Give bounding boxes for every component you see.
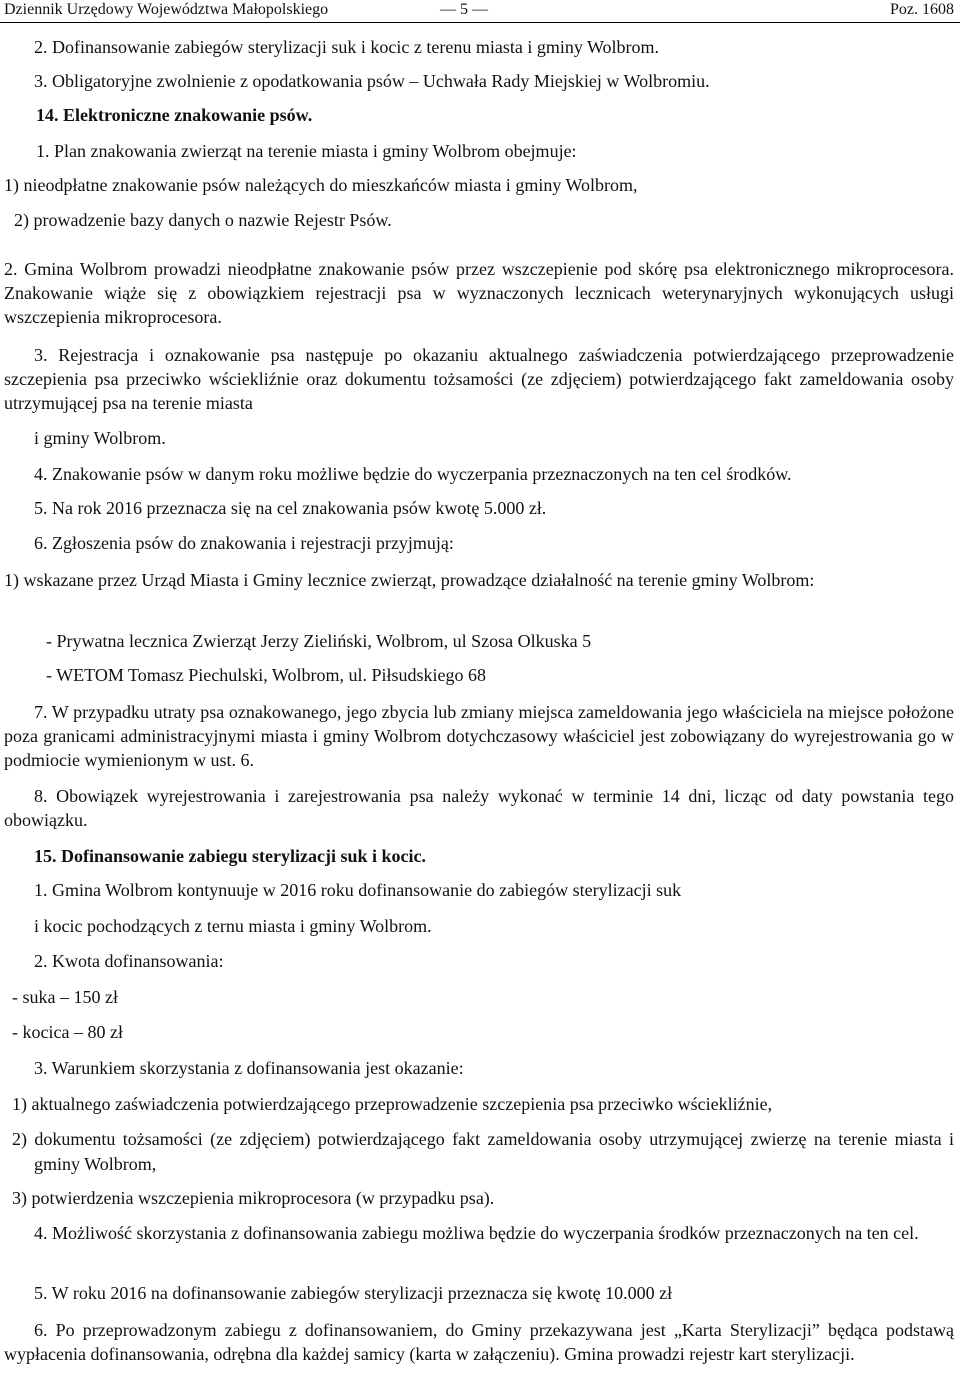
paragraph-14-1: 1. Plan znakowania zwierząt na terenie miasta i gminy Wolbrom obejmuje: bbox=[36, 141, 577, 161]
position-number: Poz. 1608 bbox=[890, 1, 954, 18]
paragraph-15-4: 4. Możliwość skorzystania z dofinansowania zabiegu możliwa będzie do wyczerpania środków przeznaczonych na ten cel. bbox=[34, 1223, 919, 1243]
paragraph-14-7: 7. W przypadku utraty psa oznakowanego, jego zbycia lub zmiany miejsca zameldowania jego właściciela na miejsce położone poza granicami administracyjnymi miasta i gminy Wolbrom dotychczasowy właściciel jest zobowiązany do wyrejestrowania go w podmiocie wymienionym w ust. 6. bbox=[4, 702, 954, 770]
paragraph-14-4: 4. Znakowanie psów w danym roku możliwe będzie do wyczerpania przeznaczonych na ten cel środków. bbox=[34, 464, 792, 484]
paragraph-14-3-continued: i gminy Wolbrom. bbox=[34, 428, 166, 448]
paragraph-15-3: 3. Warunkiem skorzystania z dofinansowania jest okazanie: bbox=[34, 1058, 464, 1078]
amount-cat: - kocica – 80 zł bbox=[12, 1022, 123, 1042]
clinic-2: - WETOM Tomasz Piechulski, Wolbrom, ul. Piłsudskiego 68 bbox=[46, 665, 486, 685]
paragraph-14-2: 2. Gmina Wolbrom prowadzi nieodpłatne znakowanie psów przez wszczepienie pod skórę psa elektronicznego mikroprocesora. Znakowanie wiąże się z obowiązkiem rejestracji psa w wyznaczonych lecznicach weterynaryjnych wykonujących usługi wszczepienia mikroprocesora. bbox=[4, 259, 954, 327]
list-item-2: 2. Dofinansowanie zabiegów sterylizacji suk i kocic z terenu miasta i gminy Wolbrom. bbox=[34, 37, 660, 57]
section-heading-14: 14. Elektroniczne znakowanie psów. bbox=[36, 105, 313, 125]
page-number: — 5 — bbox=[440, 1, 488, 18]
paragraph-15-6: 6. Po przeprowadzonym zabiegu z dofinansowaniem, do Gminy przekazywana jest „Karta Sterylizacji” będąca podstawą wypłacenia dofinansowania, odrębna dla każdej samicy (karta w załączeniu). Gmina prowadzi rejestr kart sterylizacji. bbox=[4, 1320, 954, 1364]
clinic-1: - Prywatna lecznica Zwierząt Jerzy Zieliński, Wolbrom, ul Szosa Olkuska 5 bbox=[46, 631, 592, 651]
paragraph-14-3: 3. Rejestracja i oznakowanie psa następuje po okazaniu aktualnego zaświadczenia potwierdzającego przeprowadzenie szczepienia psa przeciwko wściekliźnie oraz dokumentu tożsamości (ze zdjęciem) potwierdzającego fakt zameldowania osoby utrzymującej psa na terenie miasta bbox=[4, 345, 954, 413]
list-item-3: 3. Obligatoryjne zwolnienie z opodatkowania psów – Uchwała Rady Miejskiej w Wolbromiu. bbox=[34, 71, 710, 91]
list-item-1: 1) nieodpłatne znakowanie psów należących do mieszkańców miasta i gminy Wolbrom, bbox=[4, 175, 638, 195]
journal-title: Dziennik Urzędowy Województwa Małopolskiego bbox=[4, 1, 329, 18]
list-item-2-registry: 2) prowadzenie bazy danych o nazwie Rejestr Psów. bbox=[14, 210, 392, 230]
paragraph-14-6: 6. Zgłoszenia psów do znakowania i rejestracji przyjmują: bbox=[34, 533, 454, 553]
paragraph-15-1: 1. Gmina Wolbrom kontynuuje w 2016 roku dofinansowanie do zabiegów sterylizacji suk bbox=[34, 880, 682, 900]
list-item-clinics: 1) wskazane przez Urząd Miasta i Gminy lecznice zwierząt, prowadzące działalność na terenie gminy Wolbrom: bbox=[4, 570, 815, 590]
condition-3: 3) potwierdzenia wszczepienia mikroprocesora (w przypadku psa). bbox=[12, 1188, 495, 1208]
section-heading-15: 15. Dofinansowanie zabiegu sterylizacji suk i kocic. bbox=[34, 846, 426, 866]
condition-2: 2) dokumentu tożsamości (ze zdjęciem) potwierdzającego fakt zameldowania osoby utrzymującej zwierzę na terenie miasta i gminy Wolbrom, bbox=[12, 1129, 954, 1174]
amount-dog: - suka – 150 zł bbox=[12, 987, 118, 1007]
paragraph-15-2: 2. Kwota dofinansowania: bbox=[34, 951, 224, 971]
paragraph-15-1-continued: i kocic pochodzących z ternu miasta i gminy Wolbrom. bbox=[34, 916, 432, 936]
condition-1: 1) aktualnego zaświadczenia potwierdzającego przeprowadzenie szczepienia psa przeciwko wściekliźnie, bbox=[12, 1094, 773, 1114]
paragraph-14-8: 8. Obowiązek wyrejestrowania i zarejestrowania psa należy wykonać w terminie 14 dni, licząc od daty powstania tego obowiązku. bbox=[4, 786, 954, 830]
page-header bbox=[0, 0, 960, 23]
paragraph-15-5: 5. W roku 2016 na dofinansowanie zabiegów sterylizacji przeznacza się kwotę 10.000 zł bbox=[34, 1283, 673, 1303]
paragraph-14-5: 5. Na rok 2016 przeznacza się na cel znakowania psów kwotę 5.000 zł. bbox=[34, 498, 547, 518]
